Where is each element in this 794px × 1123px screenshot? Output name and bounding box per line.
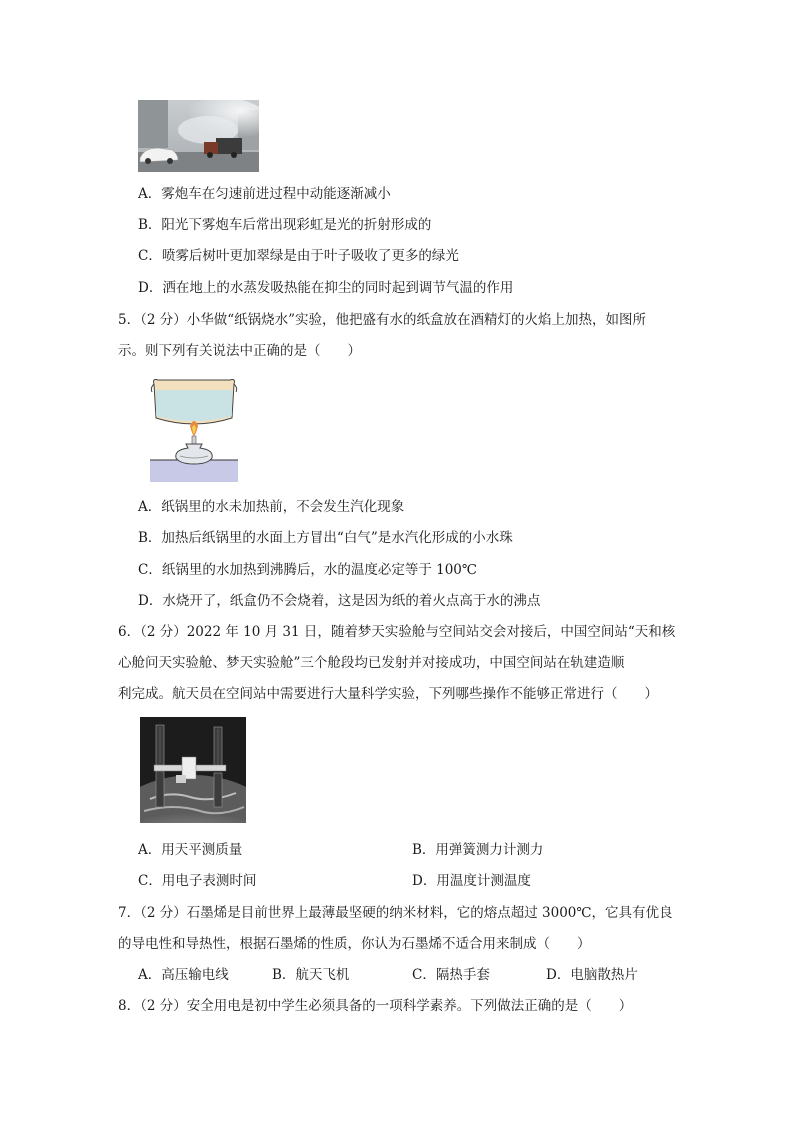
q6-option-c: C．用电子表测时间 xyxy=(138,873,257,889)
paper-pot-alcohol-lamp-figure xyxy=(150,378,238,482)
q6-option-a: A．用天平测质量 xyxy=(138,842,243,858)
space-station-photo xyxy=(140,717,246,823)
q7-option-c: C．隔热手套 xyxy=(412,967,490,983)
q4-option-b: B．阳光下雾炮车后常出现彩虹是光的折射形成的 xyxy=(138,217,432,233)
q6-stem-line2: 心舱问天实验舱、梦天实验舱”三个舱段均已发射并对接成功，中国空间站在轨建造顺 xyxy=(118,655,625,671)
q5-stem-line2: 示。则下列有关说法中正确的是（ ） xyxy=(118,343,361,359)
q4-option-d: D．洒在地上的水蒸发吸热能在抑尘的同时起到调节气温的作用 xyxy=(138,280,514,296)
q5-option-d: D．水烧开了，纸盒仍不会烧着，这是因为纸的着火点高于水的沸点 xyxy=(138,593,541,609)
q5-stem-line1: 5．（2 分）小华做“纸锅烧水”实验，他把盛有水的纸盒放在酒精灯的火焰上加热，如图所 xyxy=(118,312,647,328)
q4-option-a: A．雾炮车在匀速前进过程中动能逐渐减小 xyxy=(138,186,391,202)
q7-stem-line2: 的导电性和导热性，根据石墨烯的性质，你认为石墨烯不适合用来制成（ ） xyxy=(118,936,591,952)
q6-stem-line3: 利完成。航天员在空间站中需要进行大量科学实验，下列哪些操作不能够正常进行（ ） xyxy=(118,686,658,702)
q6-option-d: D．用温度计测温度 xyxy=(412,873,531,889)
q7-option-d: D．电脑散热片 xyxy=(546,967,638,983)
q5-option-b: B．加热后纸锅里的水面上方冒出“白气”是水汽化形成的小水珠 xyxy=(138,530,513,546)
q4-option-c: C．喷雾后树叶更加翠绿是由于叶子吸收了更多的绿光 xyxy=(138,248,459,264)
q5-option-c: C．纸锅里的水加热到沸腾后，水的温度必定等于 100℃ xyxy=(138,562,477,578)
q7-option-a: A．高压输电线 xyxy=(138,967,229,983)
q7-option-b: B．航天飞机 xyxy=(272,967,350,983)
q6-stem-line1: 6．（2 分）2022 年 10 月 31 日，随着梦天实验舱与空间站交会对接后，中国空间站“天和核 xyxy=(118,624,676,640)
q7-stem-line1: 7．（2 分）石墨烯是目前世界上最薄最坚硬的纳米材料，它的熔点超过 3000℃，它具有优良 xyxy=(118,905,673,921)
fog-cannon-truck-photo xyxy=(138,100,259,172)
q6-option-b: B．用弹簧测力计测力 xyxy=(412,842,544,858)
q8-stem-line1: 8．（2 分）安全用电是初中学生必须具备的一项科学素养。下列做法正确的是（ ） xyxy=(118,998,633,1014)
q5-option-a: A．纸锅里的水未加热前，不会发生汽化现象 xyxy=(138,499,405,515)
